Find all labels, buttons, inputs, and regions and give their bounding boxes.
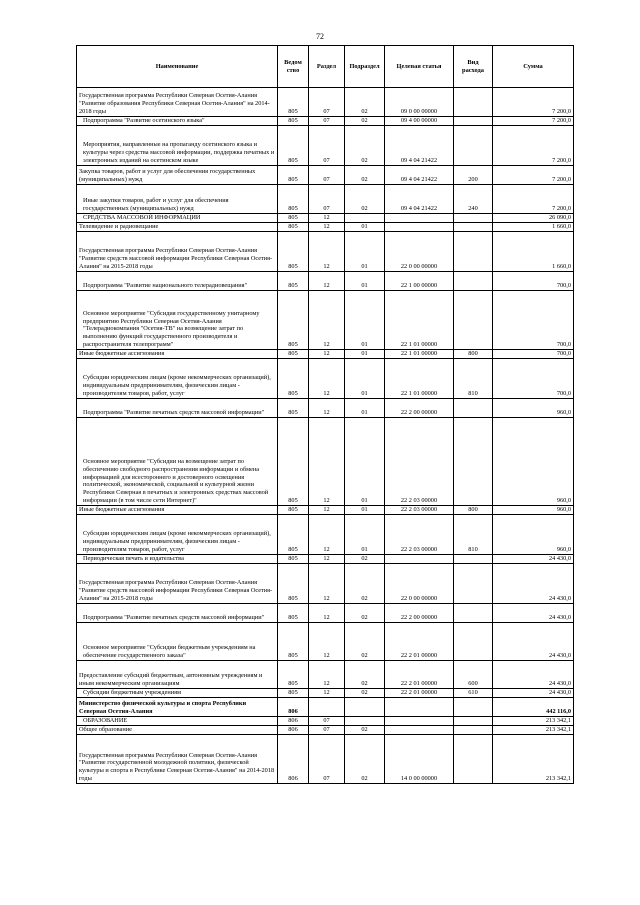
row-summa: 960,0 xyxy=(493,506,574,515)
row-razdel: 12 xyxy=(309,223,345,232)
table-row xyxy=(77,185,574,214)
row-vedom: 805 xyxy=(278,117,309,126)
row-name: Подпрограмма "Развитие печатных средств массовой информации" xyxy=(77,399,278,418)
row-vid: 240 xyxy=(454,185,493,214)
table-row xyxy=(77,418,574,506)
table-row xyxy=(77,604,574,623)
table-row xyxy=(77,717,574,726)
row-vid: 810 xyxy=(454,359,493,399)
row-podrazdel: 02 xyxy=(345,166,385,185)
header-podrazdel: Подраздел xyxy=(345,46,385,88)
row-vedom: 805 xyxy=(278,166,309,185)
table-row xyxy=(77,88,574,117)
row-podrazdel: 01 xyxy=(345,272,385,291)
row-vedom: 805 xyxy=(278,689,309,698)
row-razdel: 12 xyxy=(309,623,345,661)
row-razdel: 12 xyxy=(309,214,345,223)
table-row xyxy=(77,399,574,418)
row-podrazdel: 02 xyxy=(345,88,385,117)
row-podrazdel: 01 xyxy=(345,515,385,555)
row-razdel: 12 xyxy=(309,350,345,359)
row-podrazdel: 02 xyxy=(345,623,385,661)
row-vedom: 805 xyxy=(278,232,309,272)
row-vedom: 805 xyxy=(278,272,309,291)
header-razdel: Раздел xyxy=(309,46,345,88)
row-podrazdel: 01 xyxy=(345,418,385,506)
row-podrazdel: 02 xyxy=(345,735,385,784)
row-cel: 22 2 03 00000 xyxy=(385,515,454,555)
row-summa: 24 430,0 xyxy=(493,689,574,698)
table-row xyxy=(77,272,574,291)
row-name: СРЕДСТВА МАССОВОЙ ИНФОРМАЦИИ xyxy=(77,214,278,223)
table-row xyxy=(77,166,574,185)
row-name: Иные закупки товаров, работ и услуг для обеспечения государственных (муниципальных) нужд xyxy=(77,185,278,214)
row-vid xyxy=(454,735,493,784)
row-vid xyxy=(454,623,493,661)
row-razdel: 12 xyxy=(309,689,345,698)
row-summa: 960,0 xyxy=(493,515,574,555)
table-row xyxy=(77,698,574,717)
row-vid: 800 xyxy=(454,506,493,515)
row-cel: 22 1 01 00000 xyxy=(385,350,454,359)
row-name: Периодическая печать и издательства xyxy=(77,555,278,564)
row-razdel: 12 xyxy=(309,661,345,689)
row-podrazdel: 01 xyxy=(345,350,385,359)
row-cel xyxy=(385,698,454,717)
row-razdel: 12 xyxy=(309,555,345,564)
row-summa: 24 430,0 xyxy=(493,604,574,623)
row-vid xyxy=(454,126,493,166)
row-vedom: 805 xyxy=(278,418,309,506)
row-name: Закупка товаров, работ и услуг для обеспечения государственных (муниципальных) нужд xyxy=(77,166,278,185)
row-podrazdel: 02 xyxy=(345,555,385,564)
row-name: Субсидии бюджетным учреждениям xyxy=(77,689,278,698)
row-razdel: 12 xyxy=(309,291,345,350)
row-vid xyxy=(454,555,493,564)
row-vedom: 805 xyxy=(278,291,309,350)
row-podrazdel: 02 xyxy=(345,604,385,623)
row-vedom: 805 xyxy=(278,515,309,555)
row-name: Государственная программа Республики Северная Осетия-Алания "Развитие государственной молодежной политики, физической культуры и спорта в Республике Северная Осетия-Алания" на 2014-2018 годы xyxy=(77,735,278,784)
row-podrazdel: 01 xyxy=(345,359,385,399)
table-row xyxy=(77,726,574,735)
row-razdel: 12 xyxy=(309,604,345,623)
row-vedom: 806 xyxy=(278,735,309,784)
row-vedom: 806 xyxy=(278,717,309,726)
row-podrazdel xyxy=(345,698,385,717)
row-cel: 09 0 00 00000 xyxy=(385,88,454,117)
row-cel: 22 2 00 00000 xyxy=(385,399,454,418)
table-row xyxy=(77,515,574,555)
row-podrazdel: 02 xyxy=(345,185,385,214)
row-vedom: 805 xyxy=(278,223,309,232)
row-podrazdel: 02 xyxy=(345,564,385,604)
header-summa: Сумма xyxy=(493,46,574,88)
page-number: 72 xyxy=(316,32,324,41)
row-cel: 22 2 03 00000 xyxy=(385,506,454,515)
row-cel: 22 1 01 00000 xyxy=(385,359,454,399)
row-summa: 442 116,0 xyxy=(493,698,574,717)
row-vedom: 805 xyxy=(278,564,309,604)
row-cel: 22 2 00 00000 xyxy=(385,604,454,623)
table-row xyxy=(77,735,574,784)
row-razdel: 12 xyxy=(309,272,345,291)
row-vid xyxy=(454,272,493,291)
row-name: Основное мероприятие "Субсидия государственному унитарному предприятию Республики Северная Осетия-Алания "Телерадиокомпания "Осетия-ТВ" на возмещение затрат по выполнению функций государственного производителя и распространителя телепрограмм" xyxy=(77,291,278,350)
row-name: Субсидии юридическим лицам (кроме некоммерческих организаций), индивидуальным предпринимателям, физическим лицам - производителям товаров, работ, услуг xyxy=(77,359,278,399)
row-summa: 213 342,1 xyxy=(493,735,574,784)
row-summa: 26 090,0 xyxy=(493,214,574,223)
row-vid xyxy=(454,117,493,126)
row-podrazdel: 02 xyxy=(345,117,385,126)
row-summa: 7 200,0 xyxy=(493,166,574,185)
row-summa: 700,0 xyxy=(493,359,574,399)
row-summa: 960,0 xyxy=(493,418,574,506)
row-podrazdel: 01 xyxy=(345,291,385,350)
row-razdel: 07 xyxy=(309,166,345,185)
row-cel: 09 4 04 21422 xyxy=(385,166,454,185)
row-cel: 22 2 01 00000 xyxy=(385,689,454,698)
row-razdel: 12 xyxy=(309,359,345,399)
row-vid xyxy=(454,717,493,726)
row-cel: 22 1 00 00000 xyxy=(385,272,454,291)
row-razdel: 07 xyxy=(309,88,345,117)
row-vid xyxy=(454,418,493,506)
row-vid xyxy=(454,604,493,623)
table-header-row xyxy=(77,46,574,88)
row-summa: 1 660,0 xyxy=(493,223,574,232)
table-row xyxy=(77,214,574,223)
row-cel: 22 1 01 00000 xyxy=(385,291,454,350)
header-cel: Целевая статья xyxy=(385,46,454,88)
table-row xyxy=(77,291,574,350)
row-summa: 24 430,0 xyxy=(493,555,574,564)
row-vid xyxy=(454,88,493,117)
row-name: Основное мероприятие "Субсидии на возмещение затрат по обеспечению свободного распространения информации и обмена информацией для всестороннего и достоверного освещения политической, экономической, социальной и культурной жизни Республики Северная в печатных и электронных средствах массовой информации (в том числе сети Интернет)" xyxy=(77,418,278,506)
row-cel xyxy=(385,223,454,232)
table-row xyxy=(77,564,574,604)
row-vid xyxy=(454,564,493,604)
row-name: Подпрограмма "Развитие печатных средств массовой информации" xyxy=(77,604,278,623)
row-cel: 22 2 01 00000 xyxy=(385,661,454,689)
row-name: Государственная программа Республики Северная Осетия-Алания "Развитие средств массовой информации Республики Северная Осетия-Алания" на 2015-2018 годы xyxy=(77,232,278,272)
row-razdel: 07 xyxy=(309,735,345,784)
row-cel: 22 2 03 00000 xyxy=(385,418,454,506)
row-vedom: 805 xyxy=(278,359,309,399)
row-podrazdel xyxy=(345,214,385,223)
row-razdel: 07 xyxy=(309,126,345,166)
row-podrazdel xyxy=(345,717,385,726)
row-podrazdel: 02 xyxy=(345,661,385,689)
row-vid xyxy=(454,214,493,223)
header-vedom: Ведом ство xyxy=(278,46,309,88)
row-vedom: 805 xyxy=(278,555,309,564)
row-podrazdel: 01 xyxy=(345,399,385,418)
row-vedom: 805 xyxy=(278,126,309,166)
row-vid xyxy=(454,291,493,350)
row-summa: 24 430,0 xyxy=(493,661,574,689)
table-row xyxy=(77,117,574,126)
row-vid xyxy=(454,232,493,272)
row-podrazdel: 02 xyxy=(345,726,385,735)
row-vid xyxy=(454,223,493,232)
row-cel xyxy=(385,214,454,223)
row-summa: 700,0 xyxy=(493,350,574,359)
row-vid: 200 xyxy=(454,166,493,185)
row-vedom: 806 xyxy=(278,726,309,735)
row-vid xyxy=(454,399,493,418)
row-name: Мероприятия, направленные на пропаганду осетинского языка и культуры через средства массовой информации, поддержка печатных и электронных изданий на осетинском языке xyxy=(77,126,278,166)
row-summa: 700,0 xyxy=(493,272,574,291)
row-razdel: 12 xyxy=(309,232,345,272)
row-name: Подпрограмма "Развитие национального телерадиовещания" xyxy=(77,272,278,291)
table-row xyxy=(77,126,574,166)
row-name: Субсидии юридическим лицам (кроме некоммерческих организаций), индивидуальным предпринимателям, физическим лицам - производителям товаров, работ, услуг xyxy=(77,515,278,555)
row-name: Иные бюджетные ассигнования xyxy=(77,350,278,359)
row-summa: 960,0 xyxy=(493,399,574,418)
budget-table xyxy=(76,45,574,784)
row-name: Телевидение и радиовещание xyxy=(77,223,278,232)
row-podrazdel: 01 xyxy=(345,223,385,232)
row-razdel: 07 xyxy=(309,185,345,214)
row-vid: 610 xyxy=(454,689,493,698)
row-name: ОБРАЗОВАНИЕ xyxy=(77,717,278,726)
row-summa: 7 200,0 xyxy=(493,117,574,126)
row-vid: 600 xyxy=(454,661,493,689)
row-vedom: 805 xyxy=(278,350,309,359)
row-summa: 7 200,0 xyxy=(493,88,574,117)
row-cel: 09 4 04 21422 xyxy=(385,126,454,166)
row-vid xyxy=(454,726,493,735)
row-razdel: 12 xyxy=(309,506,345,515)
row-name: Основное мероприятие "Субсидии бюджетным учреждениям на обеспечение государственного заказа" xyxy=(77,623,278,661)
row-summa: 7 200,0 xyxy=(493,185,574,214)
table-row xyxy=(77,555,574,564)
header-vid: Вид расхода xyxy=(454,46,493,88)
row-cel xyxy=(385,555,454,564)
row-podrazdel: 02 xyxy=(345,126,385,166)
row-vedom: 805 xyxy=(278,506,309,515)
row-name: Подпрограмма "Развитие осетинского языка" xyxy=(77,117,278,126)
row-cel: 22 0 00 00000 xyxy=(385,564,454,604)
row-razdel: 12 xyxy=(309,399,345,418)
row-vedom: 805 xyxy=(278,399,309,418)
row-vedom: 805 xyxy=(278,604,309,623)
row-vedom: 805 xyxy=(278,214,309,223)
table-row xyxy=(77,623,574,661)
row-razdel: 12 xyxy=(309,564,345,604)
row-name: Государственная программа Республики Северная Осетия-Алания "Развитие образования Республики Северная Осетия-Алания" на 2014-2018 годы xyxy=(77,88,278,117)
row-name: Предоставление субсидий бюджетным, автономным учреждениям и иным некоммерческим организациям xyxy=(77,661,278,689)
table-row xyxy=(77,689,574,698)
table-row xyxy=(77,223,574,232)
row-cel: 22 2 01 00000 xyxy=(385,623,454,661)
row-vid: 810 xyxy=(454,515,493,555)
row-vedom: 805 xyxy=(278,185,309,214)
row-cel xyxy=(385,717,454,726)
row-summa: 24 430,0 xyxy=(493,623,574,661)
row-podrazdel: 01 xyxy=(345,232,385,272)
row-summa: 24 430,0 xyxy=(493,564,574,604)
row-podrazdel: 02 xyxy=(345,689,385,698)
row-razdel: 12 xyxy=(309,418,345,506)
table-row xyxy=(77,232,574,272)
row-cel: 09 4 04 21422 xyxy=(385,185,454,214)
row-name: Министерство физической культуры и спорта Республики Северная Осетия-Алания xyxy=(77,698,278,717)
row-razdel: 12 xyxy=(309,515,345,555)
row-summa: 213 342,1 xyxy=(493,726,574,735)
row-name: Иные бюджетные ассигнования xyxy=(77,506,278,515)
table-row xyxy=(77,661,574,689)
header-name: Наименование xyxy=(77,46,278,88)
row-cel xyxy=(385,726,454,735)
row-vedom: 805 xyxy=(278,88,309,117)
row-cel: 14 0 00 00000 xyxy=(385,735,454,784)
table-row xyxy=(77,359,574,399)
row-razdel: 07 xyxy=(309,117,345,126)
row-vid xyxy=(454,698,493,717)
row-summa: 7 200,0 xyxy=(493,126,574,166)
row-cel: 22 0 00 00000 xyxy=(385,232,454,272)
row-name: Государственная программа Республики Северная Осетия-Алания "Развитие средств массовой информации Республики Северная Осетия-Алания" на 2015-2018 годы xyxy=(77,564,278,604)
row-vedom: 806 xyxy=(278,698,309,717)
row-razdel xyxy=(309,698,345,717)
row-vid: 800 xyxy=(454,350,493,359)
row-razdel: 07 xyxy=(309,717,345,726)
row-summa: 213 342,1 xyxy=(493,717,574,726)
table-row xyxy=(77,350,574,359)
row-podrazdel: 01 xyxy=(345,506,385,515)
row-vedom: 805 xyxy=(278,661,309,689)
row-cel: 09 4 00 00000 xyxy=(385,117,454,126)
row-razdel: 07 xyxy=(309,726,345,735)
table-row xyxy=(77,506,574,515)
row-vedom: 805 xyxy=(278,623,309,661)
row-summa: 1 660,0 xyxy=(493,232,574,272)
row-name: Общее образование xyxy=(77,726,278,735)
row-summa: 700,0 xyxy=(493,291,574,350)
